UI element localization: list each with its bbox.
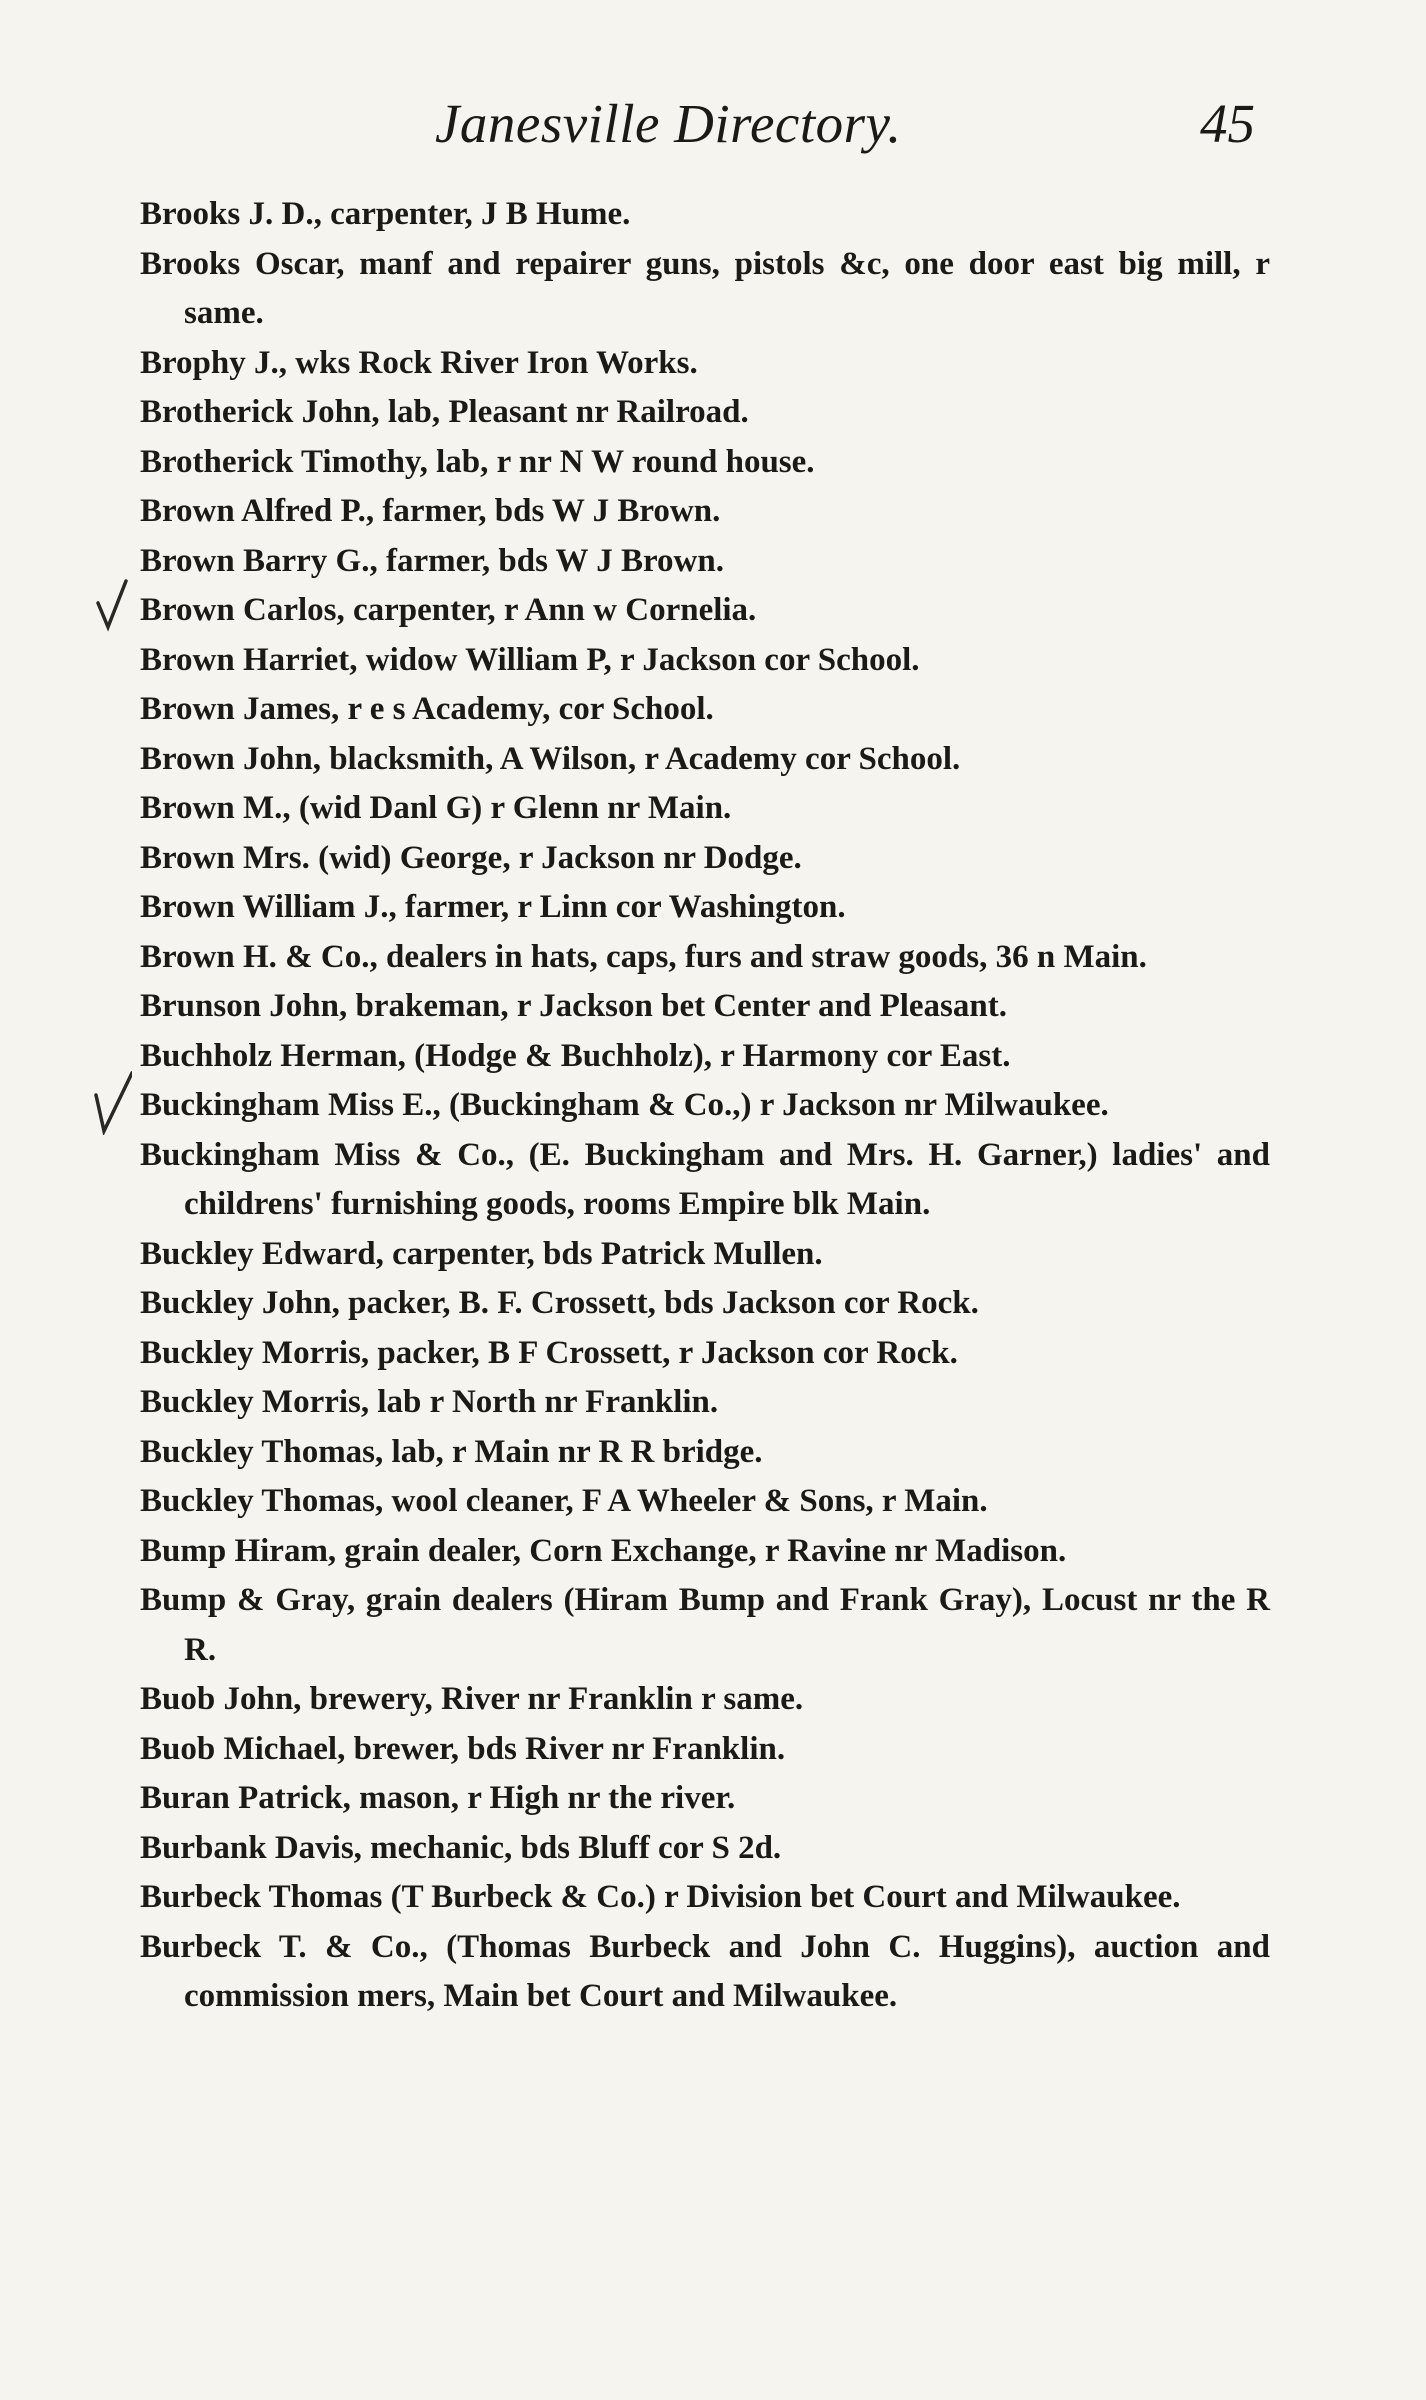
directory-entry: Brooks J. D., carpenter, J B Hume. xyxy=(140,196,631,232)
check-mark-icon xyxy=(92,575,132,635)
directory-entry: Brown Barry G., farmer, bds W J Brown. xyxy=(140,542,724,579)
directory-entry: Buckingham Miss & Co., (E. Buckingham and Mrs. H. Garner,) ladies' and childrens' furnishing goods, rooms Empire blk Main. xyxy=(140,1136,1270,1222)
directory-entry: Brown John, blacksmith, A Wilson, r Academy cor School. xyxy=(140,740,961,777)
directory-entry: Brown Alfred P., farmer, bds W J Brown. xyxy=(140,493,721,529)
directory-entries xyxy=(140,190,1270,2022)
directory-entry: Buchholz Herman, (Hodge & Buchholz), r Harmony cor East. xyxy=(140,1037,1011,1074)
directory-entry: Brown M., (wid Danl G) r Glenn nr Main. xyxy=(140,790,732,826)
directory-entry: Brotherick Timothy, lab, r nr N W round house. xyxy=(140,443,815,480)
directory-entry: Burbeck T. & Co., (Thomas Burbeck and John C. Huggins), auction and commission mers, Main bet Court and Milwaukee. xyxy=(140,1928,1270,2014)
directory-entry: Brown Harriet, widow William P, r Jackson cor School. xyxy=(140,641,920,678)
directory-entry: Brown Mrs. (wid) George, r Jackson nr Dodge. xyxy=(140,839,802,876)
directory-entry: Buob Michael, brewer, bds River nr Franklin. xyxy=(140,1730,786,1767)
directory-entry: Buckley John, packer, B. F. Crossett, bds Jackson cor Rock. xyxy=(140,1285,979,1321)
directory-entry: Burbeck Thomas (T Burbeck & Co.) r Division bet Court and Milwaukee. xyxy=(140,1879,1181,1915)
directory-entry: Burbank Davis, mechanic, bds Bluff cor S 2d. xyxy=(140,1829,782,1866)
directory-entry: Brunson John, brakeman, r Jackson bet Center and Pleasant. xyxy=(140,988,1007,1024)
directory-entry: Buckley Morris, lab r North nr Franklin. xyxy=(140,1384,719,1420)
directory-entry: Buob John, brewery, River nr Franklin r same. xyxy=(140,1681,804,1717)
directory-entry: Buckley Edward, carpenter, bds Patrick Mullen. xyxy=(140,1235,823,1272)
running-title: Janesville Directory. xyxy=(435,93,902,154)
directory-entry: Brown H. & Co., dealers in hats, caps, furs and straw goods, 36 n Main. xyxy=(140,938,1147,975)
directory-entry: Buckley Thomas, wool cleaner, F A Wheeler & Sons, r Main. xyxy=(140,1483,988,1519)
check-mark-icon xyxy=(92,1065,132,1135)
directory-entry: Buckingham Miss E., (Buckingham & Co.,) r Jackson nr Milwaukee. xyxy=(140,1087,1109,1123)
directory-entry: Buckley Morris, packer, B F Crossett, r Jackson cor Rock. xyxy=(140,1334,958,1371)
directory-entry: Buran Patrick, mason, r High nr the river. xyxy=(140,1780,736,1816)
directory-entry: Brown James, r e s Academy, cor School. xyxy=(140,691,714,727)
directory-entry: Bump & Gray, grain dealers (Hiram Bump and Frank Gray), Locust nr the R R. xyxy=(140,1582,1270,1668)
directory-entry: Brooks Oscar, manf and repairer guns, pistols &c, one door east big mill, r same. xyxy=(140,245,1270,331)
directory-entry: Bump Hiram, grain dealer, Corn Exchange, r Ravine nr Madison. xyxy=(140,1532,1067,1569)
directory-entry: Buckley Thomas, lab, r Main nr R R bridge. xyxy=(140,1433,763,1470)
page-header xyxy=(0,92,1426,162)
directory-entry: Brown William J., farmer, r Linn cor Washington. xyxy=(140,889,846,925)
directory-entry: Brown Carlos, carpenter, r Ann w Cornelia. xyxy=(140,592,757,628)
directory-entry: Brophy J., wks Rock River Iron Works. xyxy=(140,344,698,381)
page-number: 45 xyxy=(1200,93,1255,154)
directory-entry: Brotherick John, lab, Pleasant nr Railroad. xyxy=(140,394,749,430)
